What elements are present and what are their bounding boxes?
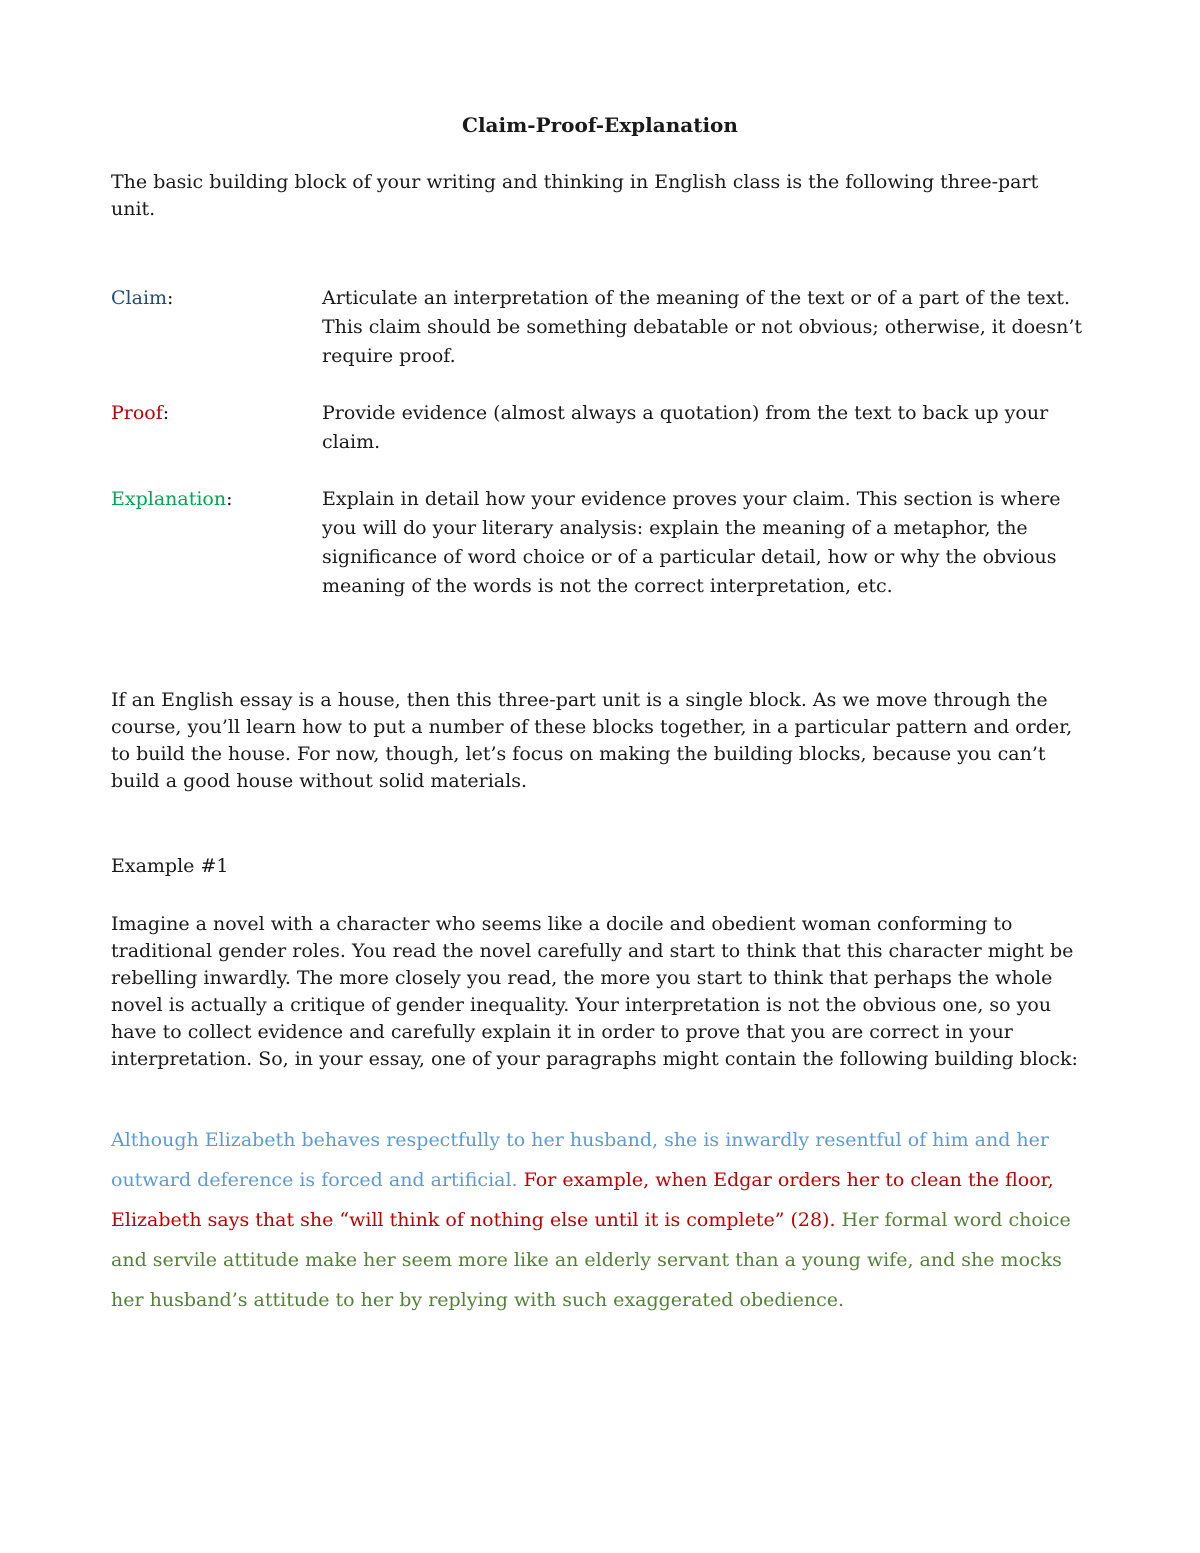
example-proof-text: For example, when Edgar orders her to clean the floor, Elizabeth says that she “will think of nothing else until it is complete” (28). [111, 1169, 1054, 1231]
building-block-example [111, 1120, 1086, 1320]
definition-term: Proof: [111, 402, 170, 424]
definition-text: Articulate an interpretation of the meaning of the text or of a part of the text. This claim should be something debatable or not obvious; otherwise, it doesn’t require proof. [322, 287, 1083, 367]
definition-text: Explain in detail how your evidence proves your claim. This section is where you will do your literary analysis: explain the meaning of a metaphor, the significance of word choice or of a particular detail, how or why the obvious meaning of the words is not the correct interpretation, etc. [322, 488, 1061, 597]
definition-term: Claim: [111, 287, 174, 309]
claim-label: Claim [111, 287, 168, 309]
example-explanation-text: Her formal word choice and servile attitude make her seem more like an elderly servant than a young wife, and she mocks her husband’s attitude to her by replying with such exaggerated obedience. [111, 1209, 1071, 1311]
intro-paragraph: The basic building block of your writing and thinking in English class is the following three-part unit. [111, 171, 1039, 220]
page-title: Claim-Proof-Explanation [462, 113, 738, 137]
definition-term: Explanation: [111, 488, 233, 510]
proof-label: Proof [111, 402, 163, 424]
house-paragraph: If an English essay is a house, then this three-part unit is a single block. As we move through the course, you’ll learn how to put a number of these blocks together, in a particular pattern and order, to build the house. For now, though, let’s focus on making the building blocks, because you can’t build a good house without solid materials. [111, 689, 1073, 792]
explanation-label: Explanation [111, 488, 227, 510]
example-claim-text: Although Elizabeth behaves respectfully to her husband, she is inwardly resentful of him and her outward deference is forced and artificial. [111, 1129, 1049, 1191]
definition-text: Provide evidence (almost always a quotation) from the text to back up your claim. [322, 402, 1049, 453]
example-heading: Example #1 [111, 855, 229, 877]
example-paragraph: Imagine a novel with a character who seems like a docile and obedient woman conforming to traditional gender roles. You read the novel carefully and start to think that this character might be rebelling inwardly. The more closely you read, the more you start to think that perhaps the whole novel is actually a critique of gender inequality. Your interpretation is not the obvious one, so you have to collect evidence and carefully explain it in order to prove that you are correct in your interpretation. So, in your essay, one of your paragraphs might contain the following building block: [111, 913, 1078, 1070]
